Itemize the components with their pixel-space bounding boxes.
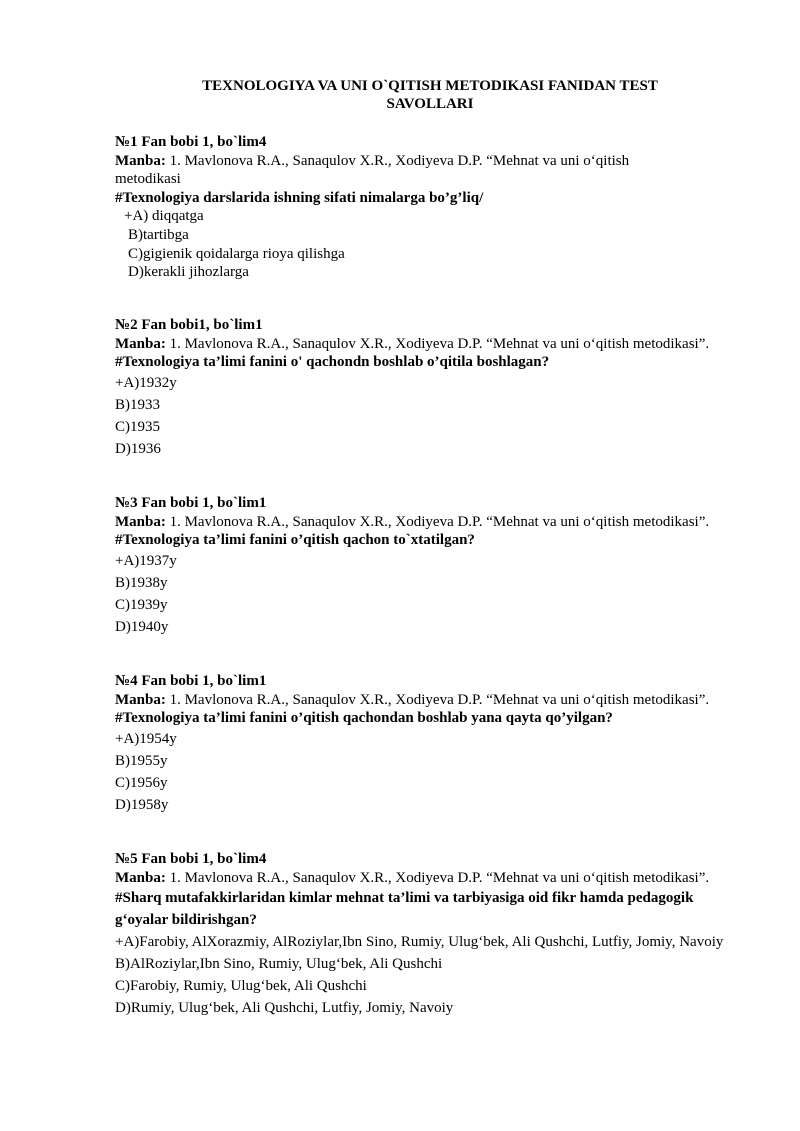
answer-option-c: C)Farobiy, Rumiy, Ulug‘bek, Ali Qushchi <box>115 978 367 995</box>
source-text: 1. Mavlonova R.A., Sanaqulov X.R., Xodiyeva D.P. “Mehnat va uni o‘qitish metodikasi”. <box>165 513 710 530</box>
question-block-2 <box>115 316 755 460</box>
question-header: №4 Fan bobi 1, bo`lim1 <box>115 673 267 689</box>
answer-option-a: +A)1954y <box>115 730 177 747</box>
question-text: #Texnologiya ta’limi fanini o’qitish qachon to`xtatilgan? <box>115 532 475 549</box>
answer-option-b: B)1933 <box>115 396 160 413</box>
answer-option-c: C)gigienik qoidalarga rioya qilishga <box>128 245 345 262</box>
answer-option-a: +A)Farobiy, AlXorazmiy, AlRoziylar,Ibn Sino, Rumiy, Ulug‘bek, Ali Qushchi, Lutfiy, Jomiy, Navoiy <box>115 934 724 951</box>
source-text: 1. Mavlonova R.A., Sanaqulov X.R., Xodiyeva D.P. “Mehnat va uni o‘qitish metodikasi”. <box>165 869 710 886</box>
question-source <box>115 513 755 532</box>
answer-option-a: +A)1932y <box>115 374 177 391</box>
question-block-4 <box>115 672 755 816</box>
question-header: №3 Fan bobi 1, bo`lim1 <box>115 495 267 511</box>
question-text: #Sharq mutafakkirlaridan kimlar mehnat ta’limi va tarbiyasiga oid fikr hamda pedagogik g‘oyalar bildirishgan? <box>115 890 694 929</box>
question-text: #Texnologiya ta’limi fanini o' qachondn boshlab o’qitila boshlagan? <box>115 354 550 371</box>
question-text: #Texnologiya ta’limi fanini o’qitish qachondan boshlab yana qayta qo’yilgan? <box>115 710 613 727</box>
source-label: Manba: <box>115 691 166 708</box>
answer-option-d: D)1940y <box>115 618 169 635</box>
answer-option-d: D)kerakli jihozlarga <box>128 264 249 281</box>
answer-option-b: B)1955y <box>115 752 168 769</box>
question-block-3 <box>115 494 755 638</box>
source-label: Manba: <box>115 335 166 352</box>
question-header: №5 Fan bobi 1, bo`lim4 <box>115 851 267 867</box>
document-title <box>115 77 745 113</box>
question-block-1 <box>115 133 755 282</box>
source-label: Manba: <box>115 869 166 886</box>
source-label: Manba: <box>115 152 166 169</box>
answer-option-d: D)Rumiy, Ulug‘bek, Ali Qushchi, Lutfiy, Jomiy, Navoiy <box>115 1000 454 1017</box>
answer-option-b: B)1938y <box>115 574 168 591</box>
title-line-1: TEXNOLOGIYA VA UNI O`QITISH METODIKASI FANIDAN TEST <box>202 78 658 94</box>
answer-option-d: D)1958y <box>115 796 169 813</box>
answer-option-d: D)1936 <box>115 440 161 457</box>
question-source <box>115 152 755 171</box>
question-source <box>115 869 755 888</box>
answer-option-c: C)1935 <box>115 418 160 435</box>
answer-option-a: +A)1937y <box>115 552 177 569</box>
source-label: Manba: <box>115 513 166 530</box>
answer-option-c: C)1939y <box>115 596 168 613</box>
question-block-5 <box>115 850 755 1019</box>
source-text: 1. Mavlonova R.A., Sanaqulov X.R., Xodiyeva D.P. “Mehnat va uni o‘qitish metodikasi”. <box>165 335 710 352</box>
question-source <box>115 335 755 354</box>
title-line-2: SAVOLLARI <box>386 96 474 112</box>
answer-option-b: B)AlRoziylar,Ibn Sino, Rumiy, Ulug‘bek, Ali Qushchi <box>115 956 443 973</box>
question-header: №2 Fan bobi1, bo`lim1 <box>115 317 263 333</box>
source-text: 1. Mavlonova R.A., Sanaqulov X.R., Xodiyeva D.P. “Mehnat va uni o‘qitish metodikasi”. <box>165 691 710 708</box>
question-header: №1 Fan bobi 1, bo`lim4 <box>115 134 267 150</box>
question-source <box>115 691 755 710</box>
question-text: #Texnologiya darslarida ishning sifati nimalarga bo’g’liq/ <box>115 189 484 206</box>
answer-option-a: +A) diqqatga <box>124 208 204 225</box>
answer-option-c: C)1956y <box>115 774 168 791</box>
answer-option-b: B)tartibga <box>128 227 189 244</box>
source-text-continued: metodikasi <box>115 171 181 188</box>
source-text: 1. Mavlonova R.A., Sanaqulov X.R., Xodiyeva D.P. “Mehnat va uni o‘qitish <box>165 152 630 169</box>
